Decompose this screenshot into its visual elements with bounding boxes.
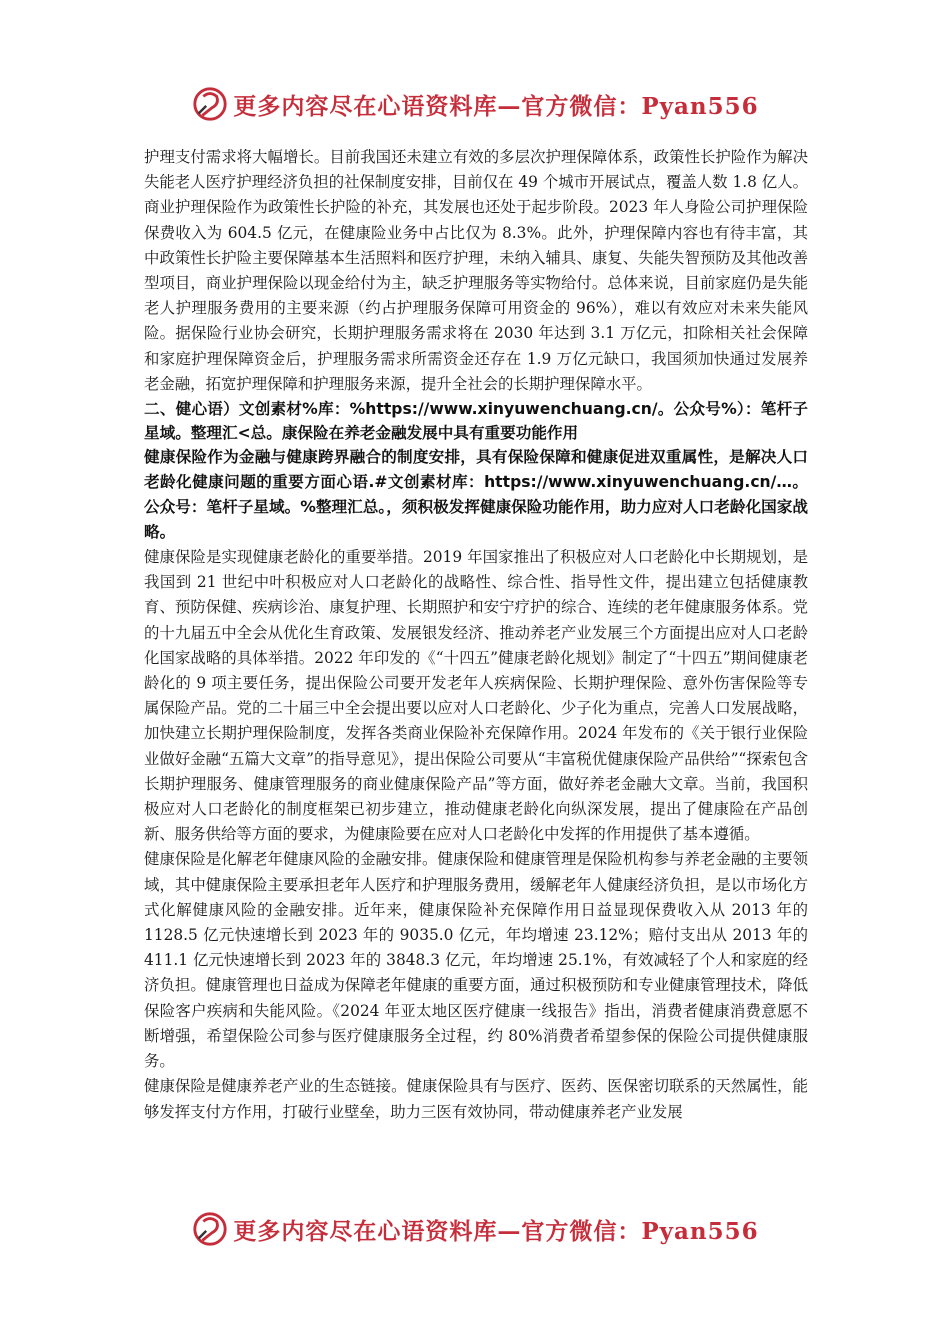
banner-text: 更多内容尽在心语资料库—官方微信：Pyan556	[233, 92, 759, 120]
document-body	[144, 145, 808, 1125]
paragraph-3: 健康保险是化解老年健康风险的金融安排。健康保险和健康管理是保险机构参与养老金融的主要领域，其中健康保险主要承担老年人医疗和护理服务费用，缓解老年人健康经济负担，是以市场化方式化解健康风险的金融安排。近年来，健康保险补充保障作用日益显现保费收入从 2013 年的 1128.5 亿元快速增长到 2023 年的 9035.0 亿元，年均增速 23.12%；赔付支出从 2013 年的 411.1 亿元快速增长到 2023 年的 3848.3 亿元，年均增速 25.1%，有效减轻了个人和家庭的经济负担。健康管理也日益成为保障老年健康的重要方面，通过积极预防和专业健康管理技术，降低保险客户疾病和失能风险。《2024 年亚太地区医疗健康一线报告》指出，消费者健康消费意愿不断增强，希望保险公司参与医疗健康服务全过程，约 80%消费者希望参保的保险公司提供健康服务。	[144, 850, 808, 1071]
section-summary: 健康保险作为金融与健康跨界融合的制度安排，具有保险保障和健康促进双重属性，是解决人口老龄化健康问题的重要方面心语.#文创素材库：https://www.xinyuwenchuang.cn/…。公众号：笔杆子星域。%整理汇总。，须积极发挥健康保险功能作用，助力应对人口老龄化国家战略。	[144, 448, 808, 542]
paragraph-2: 健康保险是实现健康老龄化的重要举措。2019 年国家推出了积极应对人口老龄化中长期规划，是我国到 21 世纪中叶积极应对人口老龄化的战略性、综合性、指导性文件，提出建立包括健康教育、预防保健、疾病诊治、康复护理、长期照护和安宁疗护的综合、连续的老年健康服务体系。党的十九届五中全会从优化生育政策、发展银发经济、推动养老产业发展三个方面提出应对人口老龄化国家战略的具体举措。2022 年印发的《“十四五”健康老龄化规划》制定了“十四五”期间健康老龄化的 9 项主要任务，提出保险公司要开发老年人疾病保险、长期护理保险、意外伤害保险等专属保险产品。党的二十届三中全会提出要以应对人口老龄化、少子化为重点，完善人口发展战略，加快建立长期护理保险制度，发挥各类商业保险补充保障作用。2024 年发布的《关于银行业保险业做好金融“五篇大文章”的指导意见》，提出保险公司要从“丰富税优健康保险产品供给”“探索包含长期护理服务、健康管理服务的商业健康保险产品”等方面，做好养老金融大文章。当前，我国积极应对人口老龄化的制度框架已初步建立，推动健康老龄化向纵深发展，提出了健康险在产品创新、服务供给等方面的要求，为健康险要在应对人口老龄化中发挥的作用提供了基本遵循。	[144, 548, 808, 844]
banner-text: 更多内容尽在心语资料库—官方微信：Pyan556	[233, 1217, 759, 1245]
section-heading: 二、健心语）文创素材%库：%https://www.xinyuwenchuang.cn/。公众号%）：笔杆子星域。整理汇<总。康保险在养老金融发展中具有重要功能作用	[144, 400, 808, 443]
brand-logo-icon	[191, 1210, 229, 1248]
footer-banner	[0, 1207, 950, 1251]
paragraph-1: 护理支付需求将大幅增长。目前我国还未建立有效的多层次护理保障体系，政策性长护险作为解决失能老人医疗护理经济负担的社保制度安排，目前仅在 49 个城市开展试点，覆盖人数 1.8 亿人。商业护理保险作为政策性长护险的补充，其发展也还处于起步阶段。2023 年人身险公司护理保险保费收入为 604.5 亿元，在健康险业务中占比仅为 8.3%。此外，护理保障内容也有待丰富，其中政策性长护险主要保障基本生活照料和医疗护理，未纳入辅具、康复、失能失智预防及其他改善型项目，商业护理保险以现金给付为主，缺乏护理服务等实物给付。总体来说，目前家庭仍是失能老人护理服务费用的主要来源（约占护理服务保障可用资金的 96%），难以有效应对未来失能风险。据保险行业协会研究，长期护理服务需求将在 2030 年达到 3.1 万亿元，扣除相关社会保障和家庭护理保障资金后，护理服务需求所需资金还存在 1.9 万亿元缺口，我国须加快通过发展养老金融，拓宽护理保障和护理服务来源，提升全社会的长期护理保障水平。	[144, 148, 808, 393]
brand-logo-icon	[191, 85, 229, 123]
paragraph-4: 健康保险是健康养老产业的生态链接。健康保险具有与医疗、医药、医保密切联系的天然属性，能够发挥支付方作用，打破行业壁垒，助力三医有效协同，带动健康养老产业发展	[144, 1077, 808, 1121]
header-banner	[0, 82, 950, 126]
